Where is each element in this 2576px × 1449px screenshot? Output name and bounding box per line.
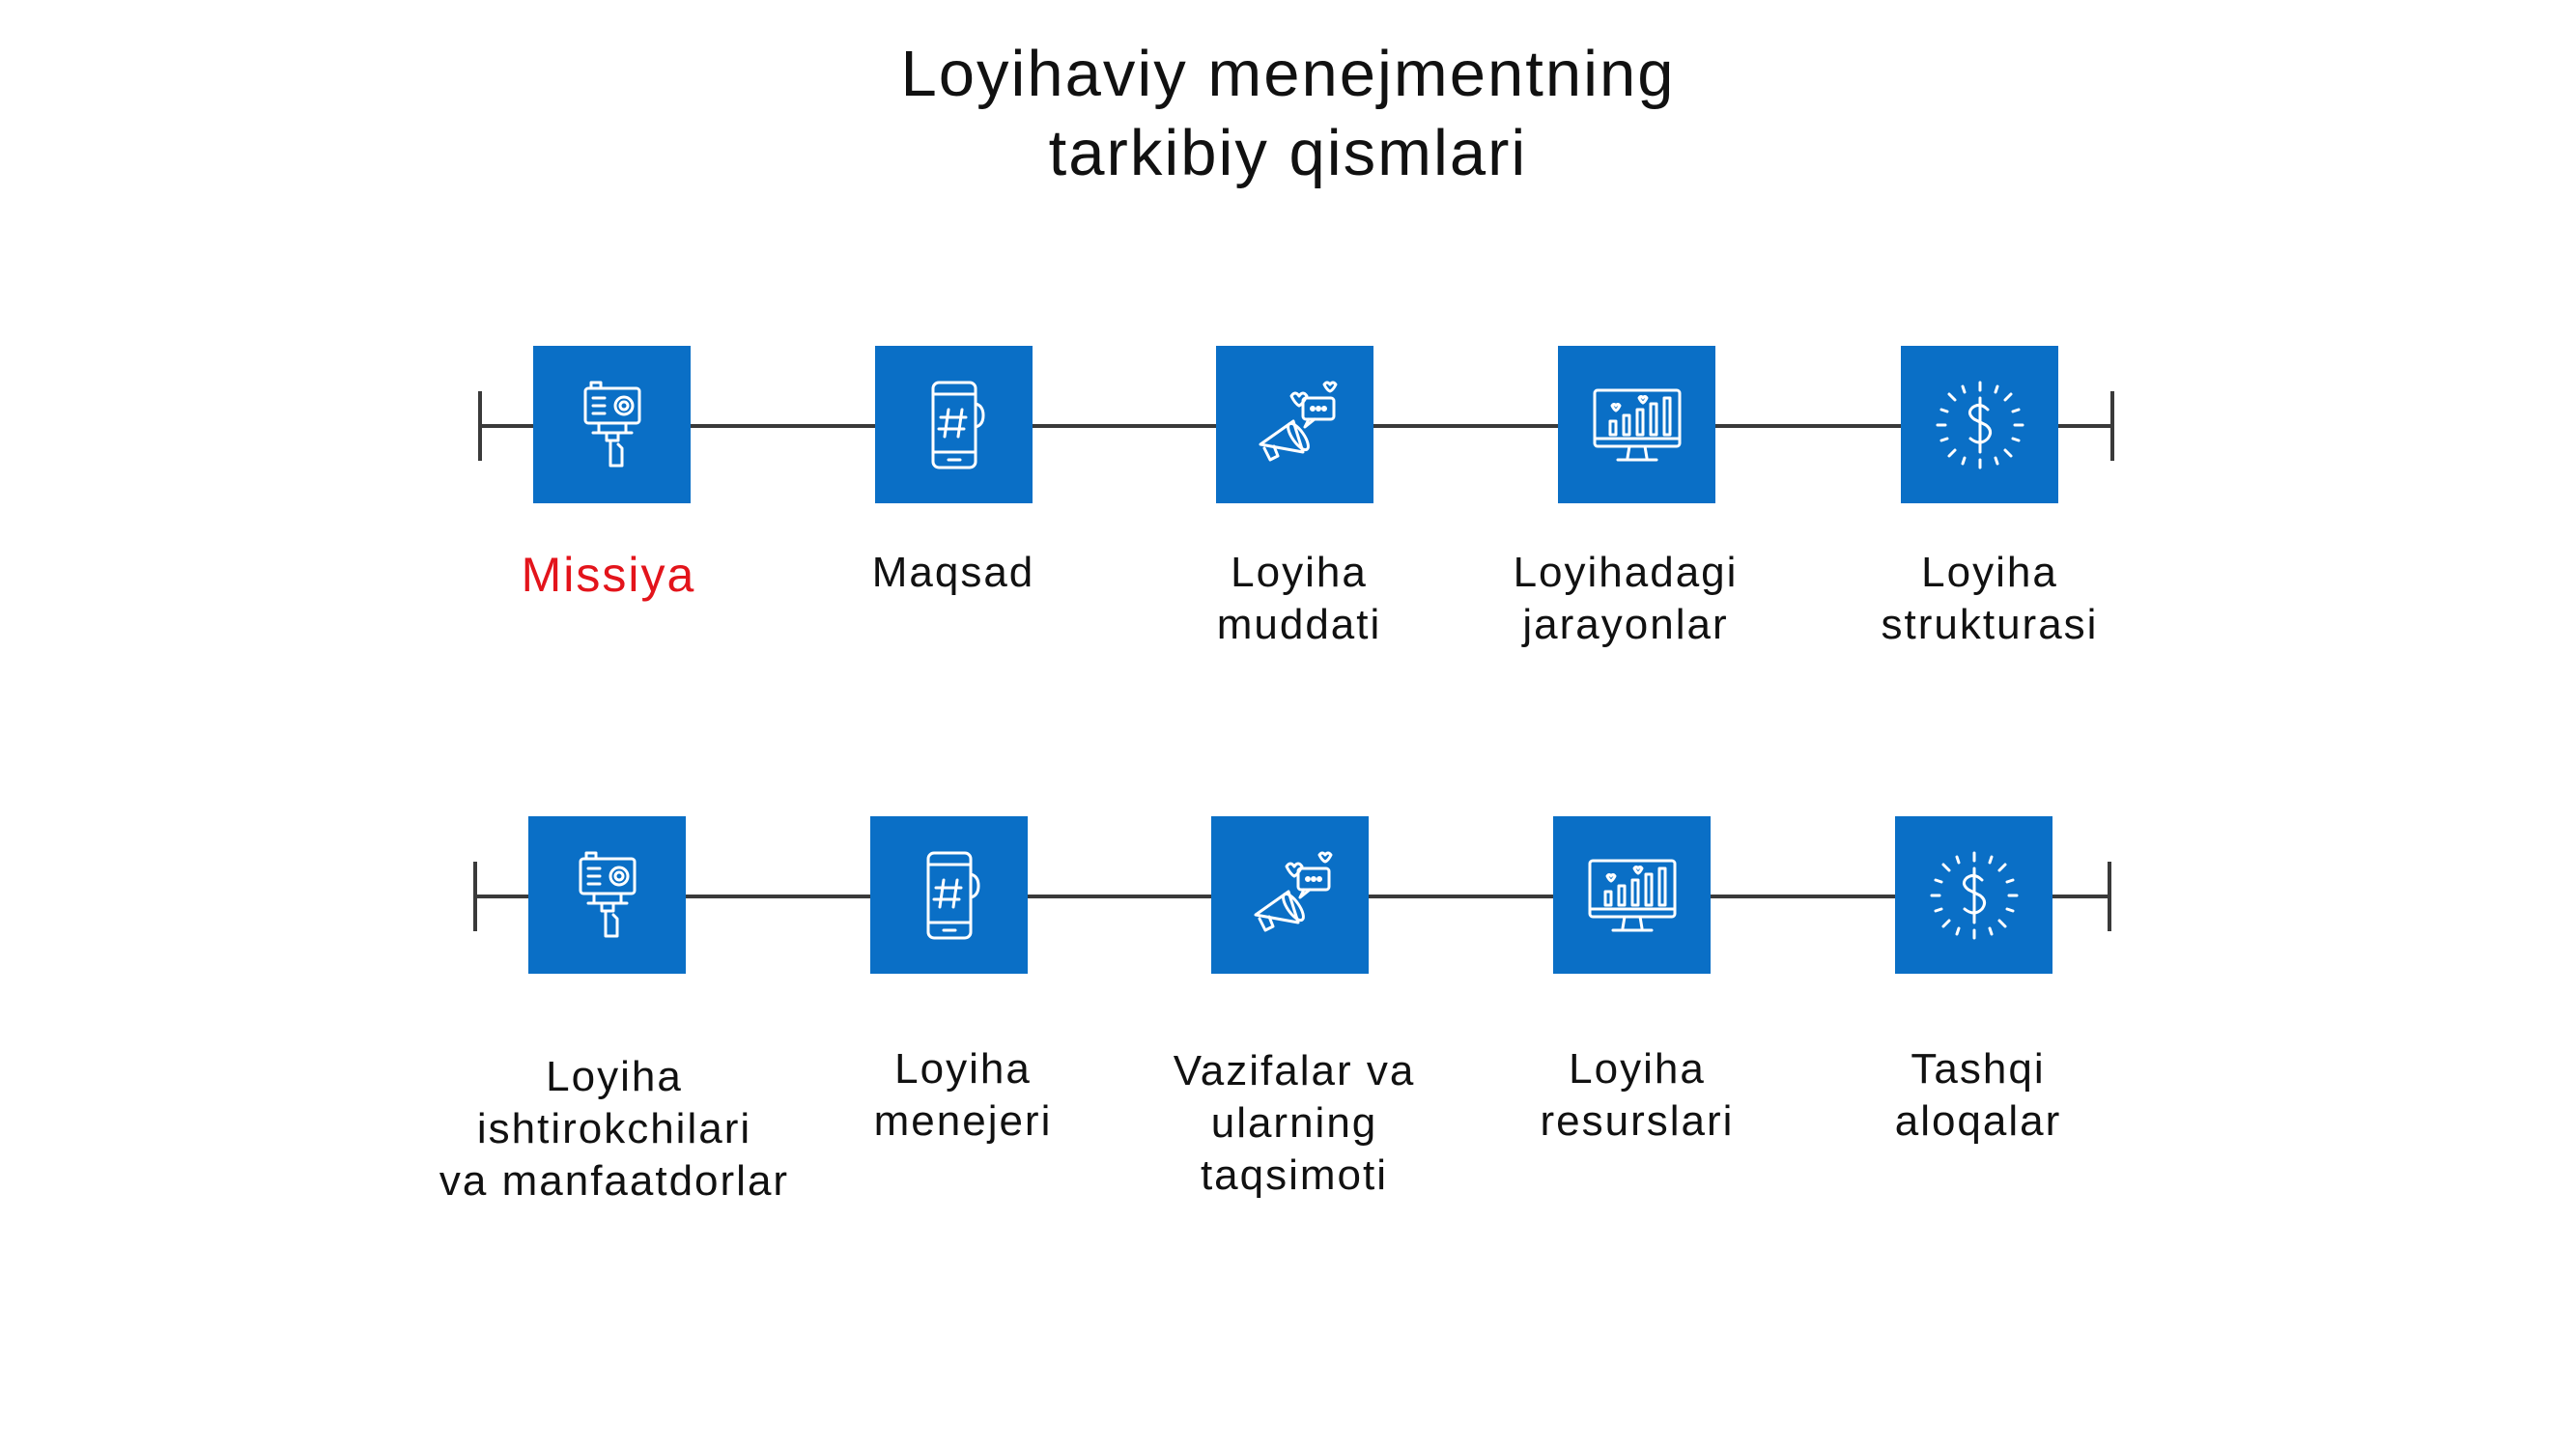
label-line: Loyiha: [1231, 549, 1368, 596]
label-line: taqsimoti: [1200, 1151, 1389, 1199]
label-line: jarayonlar: [1522, 601, 1729, 648]
timeline-start-cap-row-2: [473, 862, 477, 931]
label-line: muddati: [1216, 601, 1382, 648]
tile-loyiha-resurslari: [1553, 816, 1711, 974]
label-loyihadagi-jarayonlar: [1423, 547, 1828, 651]
title-line-2: tarkibiy qismlari: [1048, 117, 1528, 189]
label-loyiha-ishtirokchilari: [411, 1051, 817, 1208]
tile-loyiha-strukturasi: [1901, 346, 2058, 503]
megaphone-hearts-icon: [1247, 377, 1344, 473]
label-tashqi-aloqalar: [1775, 1043, 2181, 1148]
tile-loyiha-muddati: [1216, 346, 1373, 503]
camera-on-stick-icon: [564, 377, 661, 473]
label-line: resurslari: [1540, 1097, 1735, 1145]
timeline-start-cap-row-1: [478, 391, 482, 461]
timeline-end-cap-row-2: [2108, 862, 2111, 931]
label-line: Loyiha: [1569, 1045, 1706, 1093]
monitor-chart-icon: [1584, 847, 1681, 944]
label-line: Maqsad: [871, 549, 1035, 596]
label-line: ularning: [1210, 1099, 1378, 1147]
tile-tashqi-aloqalar: [1895, 816, 2052, 974]
tile-vazifalar: [1211, 816, 1369, 974]
tile-missiya: [533, 346, 691, 503]
label-loyiha-strukturasi: [1787, 547, 2193, 651]
tile-loyiha-menejeri: [870, 816, 1028, 974]
dollar-burst-icon: [1932, 377, 2028, 473]
label-line: Loyiha: [1921, 549, 2058, 596]
label-line: Loyihadagi: [1513, 549, 1739, 596]
monitor-chart-icon: [1589, 377, 1685, 473]
tile-maqsad: [875, 346, 1033, 503]
camera-on-stick-icon: [559, 847, 656, 944]
tile-loyihadagi-jarayonlar: [1558, 346, 1715, 503]
label-line: Loyiha: [546, 1053, 683, 1100]
smartphone-hashtag-icon: [906, 377, 1003, 473]
smartphone-hashtag-icon: [901, 847, 998, 944]
label-line: aloqalar: [1894, 1097, 2062, 1145]
label-line: menejeri: [873, 1097, 1053, 1145]
page-title: [0, 35, 2576, 193]
timeline-end-cap-row-1: [2110, 391, 2114, 461]
dollar-burst-icon: [1926, 847, 2023, 944]
title-line-1: Loyihaviy menejmentning: [900, 38, 1676, 110]
tile-loyiha-ishtirokchilari: [528, 816, 686, 974]
label-line: Loyiha: [894, 1045, 1032, 1093]
label-line: va manfaatdorlar: [439, 1157, 790, 1205]
label-line: Tashqi: [1911, 1045, 2046, 1093]
label-line: strukturasi: [1881, 601, 2099, 648]
label-maqsad: [750, 547, 1156, 599]
label-line: Missiya: [521, 548, 696, 602]
megaphone-hearts-icon: [1242, 847, 1339, 944]
label-line: ishtirokchilari: [476, 1105, 752, 1152]
label-line: Vazifalar va: [1173, 1047, 1416, 1094]
